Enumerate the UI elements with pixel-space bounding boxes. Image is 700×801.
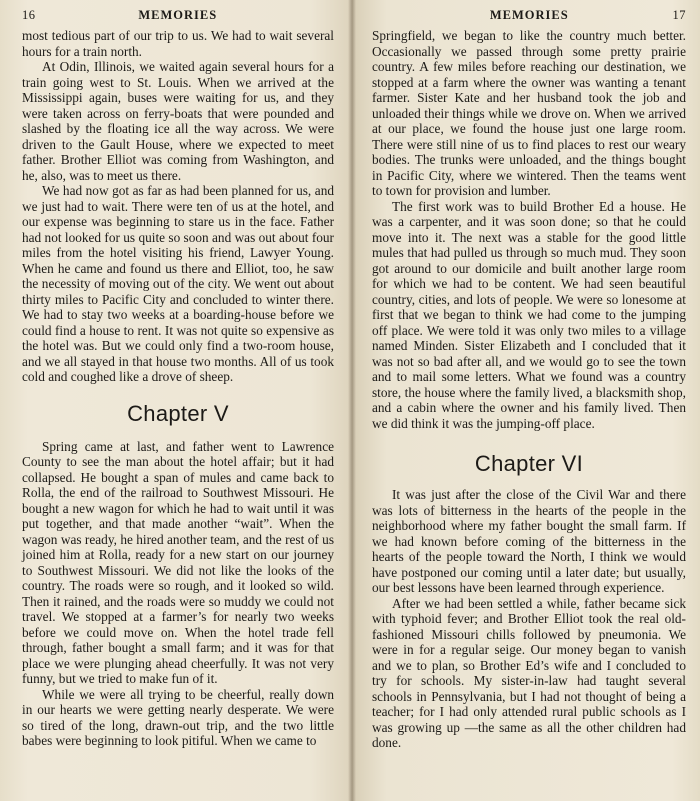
- paragraph: The first work was to build Brother Ed a house. He was a carpenter, and it was soon done; so that he could move into it. The next was a stable for the good little mules that had pulled us through so much mud. They soon got around to our domicile and built another large room for which we had to be content. We had seen beautiful country, cities, and lots of people. We were so lonesome at first that we began to think we had come to the jumping off place. We were told it was only two miles to a village named Minden. Sister Elizabeth and I concluded that it was not so bad after all, and we would go to see the town and to mail some letters. What we found was a country store, the house where the family lived, a blacksmith shop, and a cabin where the owner and his family lived. Then we did think it was the jumping-off place.: [372, 198, 686, 431]
- right-page-body: [372, 28, 686, 751]
- paragraph: At Odin, Illinois, we waited again several hours for a train going west to St. Louis. When we arrived at the Mississippi again, buses were waiting for us, and they were taken across on ferry-boats that were pounded and slashed by the floating ice all the way across. We were driven to the Gault House, where we expected to meet father. Brother Elliot was coming from Washington, and he, also, was to meet us there.: [22, 59, 334, 183]
- paragraph: After we had been settled a while, father became sick with typhoid fever; and Brother Elliot took the real old-fashioned Missouri chills followed by pneumonia. We were in for a regular seige. Our money began to vanish and we to plan, so Brother Ed’s wife and I concluded to try for schools. My sister-in-law had taught several schools in Pennsylvania, but I had not thought of being a teacher; for I had only attended rural public schools as I was growing up —the same as all the other children had done.: [372, 595, 686, 750]
- right-page-header: [372, 8, 686, 28]
- chapter-heading: Chapter VI: [474, 451, 584, 476]
- running-head: MEMORIES: [489, 8, 569, 22]
- chapter-heading: Chapter V: [127, 400, 229, 426]
- paragraph: It was just after the close of the Civil War and there was lots of bitterness in the hearts of the people in the neighborhood where my father bought the small farm. If we had known before coming of the bitterness in the hearts of the people toward the North, I think we would have postponed our coming until a later date; but usually, our best lessons have been learned through experience.: [372, 487, 686, 595]
- running-head: MEMORIES: [138, 8, 218, 22]
- left-page-header: [22, 8, 334, 28]
- left-page-body: [22, 28, 334, 749]
- paragraph: Springfield, we began to like the country much better. Occasionally we passed through some pretty prairie country. A few miles before reaching our destination, we stopped at a farm where the owner was wanting a tenant farmer. Sister Kate and her husband took the job and unloaded their things while we drove on. When we arrived at our place, we found the house just one large room. There were still nine of us to find places to rest our weary bodies. The trunks were unloaded, and the things bought in Pacific City, where we wintered. Then the teams went to town for provision and lumber.: [372, 28, 686, 198]
- right-page: [352, 0, 700, 801]
- paragraph: Spring came at last, and father went to Lawrence County to see the man about the hotel affair; but it had collapsed. He bought a span of mules and came back to Rolla, the end of the railroad to Southwest Missouri. He bought a new wagon for which he had to wait until it was put together, and that made another “wait”. When the wagon was ready, he hired another team, and the rest of us joined him at Rolla, ready for a new start on our journey to Southwest Missouri. We did not like the looks of the country. The roads were so rough, and it looked so wild. Then it rained, and the roads were so muddy we could not travel. We stopped at a farmer’s for nearly two weeks before we could move on. When the hotel trade fell through, father bought a small farm; and it was for that place we were plunging ahead cheerfully. It was not very funny, but we tried to make fun of it.: [22, 438, 334, 686]
- book-gutter: [348, 0, 356, 801]
- page-number: 16: [22, 8, 36, 22]
- paragraph: We had now got as far as had been planned for us, and we just had to wait. There were ten of us at the hotel, and our expense was beginning to stare us in the face. Father had not looked for us quite so soon and was out about four miles from the hotel visiting his friend, Lawyer Young. When he came and found us there and Elliot, too, he saw the necessity of moving out of the city. We went out about thirty miles to Pacific City and concluded to winter there. We had to stay two weeks at a boarding-house before we could find a house to rent. It was not quite so expensive as the hotel was. But we could only find a two-room house, and we all stayed in that house two months. All of us took cold and coughed like a drove of sheep.: [22, 183, 334, 384]
- paragraph: most tedious part of our trip to us. We had to wait several hours for a train north.: [22, 28, 334, 59]
- page-number: 17: [672, 8, 686, 22]
- paragraph: While we were all trying to be cheerful, really down in our hearts we were getting nearly desperate. We were so tired of the long, drawn-out trip, and the two little babes were beginning to look pitiful. When we came to: [22, 686, 334, 748]
